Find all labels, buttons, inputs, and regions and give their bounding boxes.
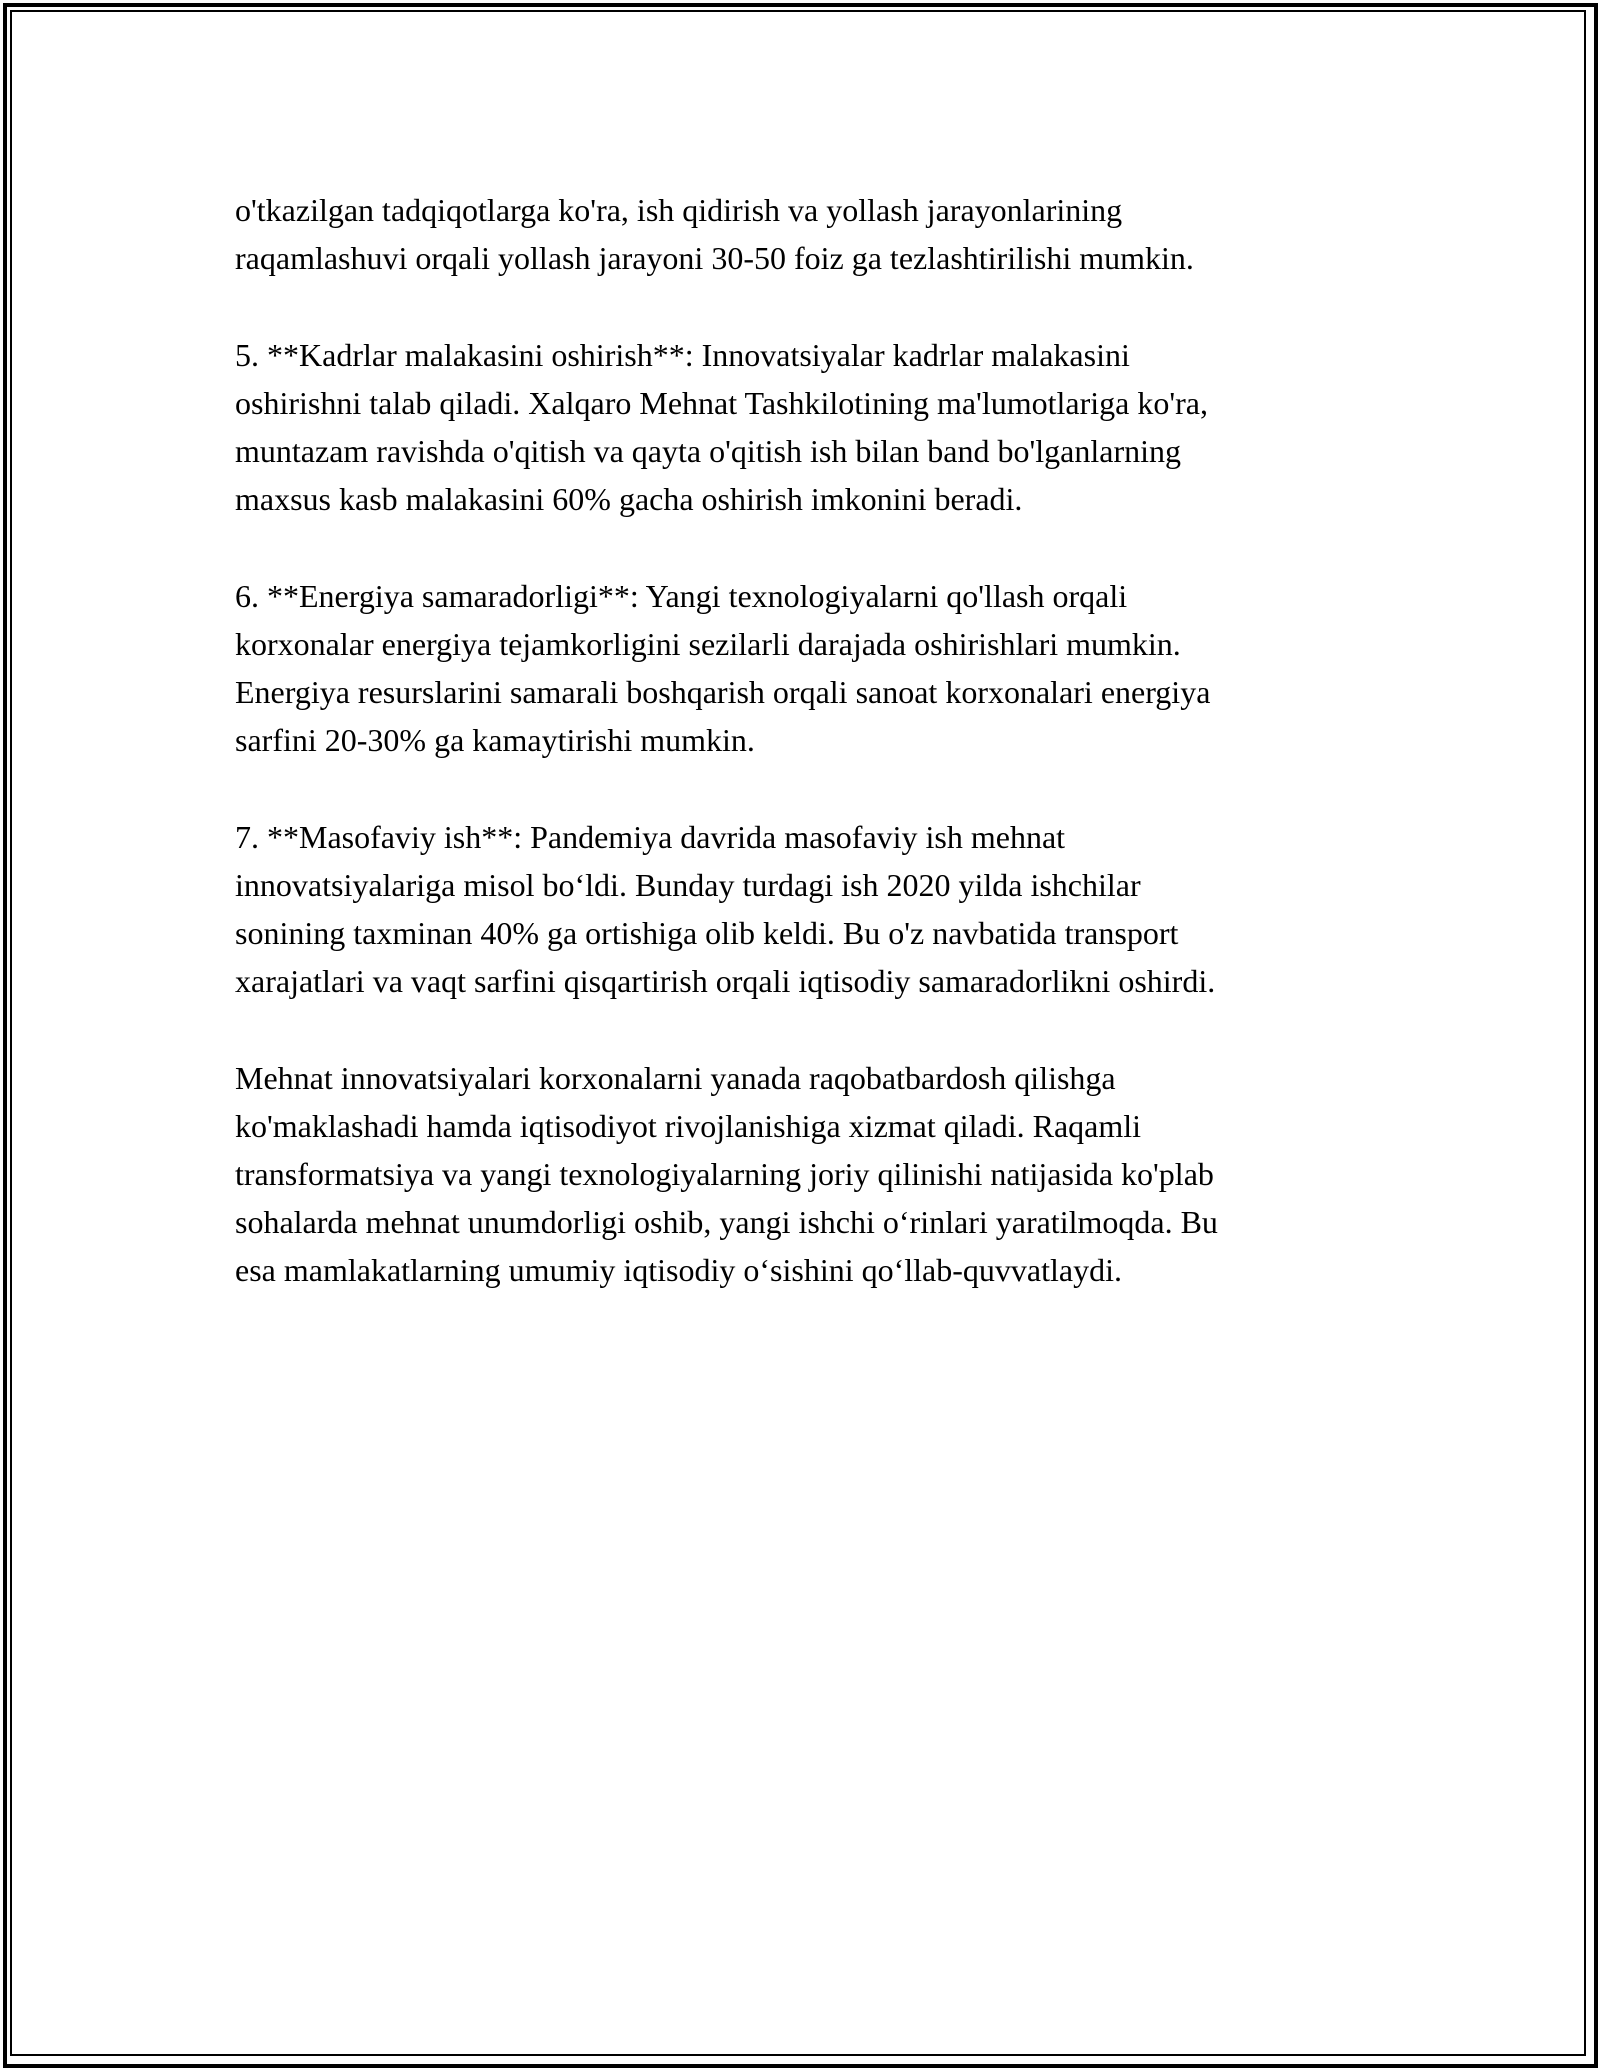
text-line: sohalarda mehnat unumdorligi oshib, yangi ishchi o‘rinlari yaratilmoqda. Bu: [235, 1204, 1218, 1241]
paragraph-item-7: [235, 813, 1375, 1006]
text-line: sonining taxminan 40% ga ortishiga olib keldi. Bu o'z navbatida transport: [235, 915, 1179, 951]
text-line: transformatsiya va yangi texnologiyalarning joriy qilinishi natijasida ko'plab: [235, 1156, 1214, 1192]
text-line: oshirishni talab qiladi. Xalqaro Mehnat Tashkilotining ma'lumotlariga ko'ra,: [235, 384, 1208, 421]
text-line: 7. **Masofaviy ish**: Pandemiya davrida masofaviy ish mehnat: [235, 818, 1066, 855]
document-body: [235, 186, 1375, 1343]
text-line: Energiya resurslarini samarali boshqarish orqali sanoat korxonalari energiya: [235, 674, 1211, 710]
text-line: o'tkazilgan tadqiqotlarga ko'ra, ish qidirish va yollash jarayonlarining: [235, 192, 1123, 228]
paragraph-item-5: [235, 331, 1375, 524]
text-line: innovatsiyalariga misol bo‘ldi. Bunday turdagi ish 2020 yilda ishchilar: [235, 866, 1141, 903]
text-line: 5. **Kadrlar malakasini oshirish**: Innovatsiyalar kadrlar malakasini: [235, 336, 1130, 373]
text-line: xarajatlari va vaqt sarfini qisqartirish orqali iqtisodiy samaradorlikni oshirdi.: [235, 963, 1216, 1000]
paragraph-item-6: [235, 572, 1375, 765]
text-line: Mehnat innovatsiyalari korxonalarni yanada raqobatbardosh qilishga: [235, 1059, 1116, 1096]
text-line: korxonalar energiya tejamkorligini sezilarli darajada oshirishlari mumkin.: [235, 625, 1181, 662]
text-line: esa mamlakatlarning umumiy iqtisodiy o‘sishini qo‘llab-quvvatlaydi.: [235, 1252, 1122, 1289]
text-line: muntazam ravishda o'qitish va qayta o'qitish ish bilan band bo'lganlarning: [235, 433, 1181, 469]
text-line: sarfini 20-30% ga kamaytirishi mumkin.: [235, 722, 755, 759]
paragraph-intro-continuation: [235, 186, 1375, 282]
text-line: maxsus kasb malakasini 60% gacha oshirish imkonini beradi.: [235, 481, 1023, 518]
text-line: 6. **Energiya samaradorligi**: Yangi texnologiyalarni qo'llash orqali: [235, 577, 1128, 614]
text-line: ko'maklashadi hamda iqtisodiyot rivojlanishiga xizmat qiladi. Raqamli: [235, 1107, 1142, 1144]
text-line: raqamlashuvi orqali yollash jarayoni 30-50 foiz ga tezlashtirilishi mumkin.: [235, 240, 1194, 277]
paragraph-conclusion: [235, 1054, 1375, 1295]
